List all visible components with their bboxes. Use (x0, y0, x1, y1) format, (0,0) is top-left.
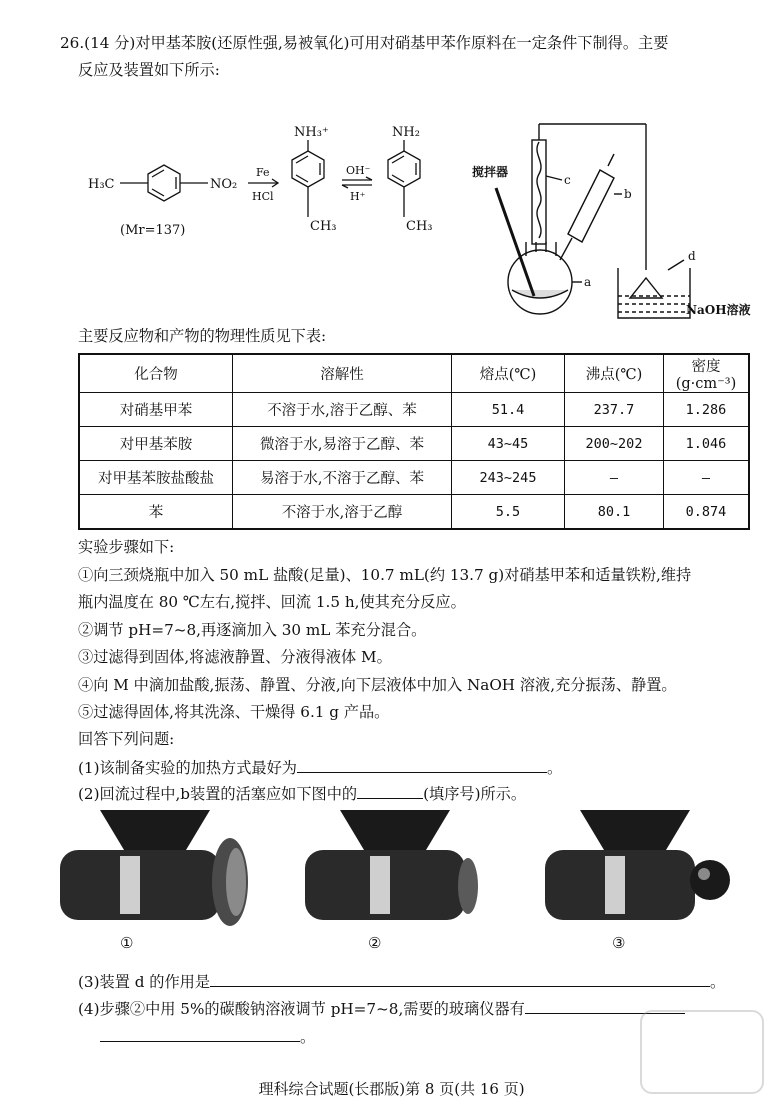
page-footer: 理科综合试题(长郡版)第 8 页(共 16 页) (258, 1080, 525, 1098)
h3c-label: H₃C (88, 177, 115, 192)
reagent-h: H⁺ (350, 190, 366, 203)
table-cell: 5.5 (452, 495, 565, 530)
question-2-text-end: (填序号)所示。 (423, 785, 527, 803)
question-1-text: (1)该制备实验的加热方式最好为 (78, 759, 297, 777)
answer-blank-1[interactable] (297, 757, 547, 773)
watermark-logo (640, 1010, 764, 1094)
stopcock-photo-2 (305, 810, 478, 920)
answer-blank-2[interactable] (357, 783, 423, 799)
table-cell: — (565, 461, 664, 495)
reagent-hcl: HCl (252, 190, 274, 203)
reaction-scheme (80, 122, 460, 262)
question-1 (78, 757, 562, 778)
col-header: 化合物 (79, 354, 233, 393)
step-1b: 瓶内温度在 80 ℃左右,搅拌、回流 1.5 h,使其充分反应。 (78, 593, 466, 611)
table-cell: 苯 (79, 495, 233, 530)
question-3-end: 。 (710, 973, 726, 991)
question-4-text: (4)步骤②中用 5%的碳酸钠溶液调节 pH=7~8,需要的玻璃仪器有 (78, 1000, 525, 1018)
col-header: 沸点(℃) (565, 354, 664, 393)
question-4-end: 。 (300, 1028, 316, 1046)
stopcock-photo-3 (545, 810, 730, 920)
step-2: ②调节 pH=7~8,再逐滴加入 30 mL 苯充分混合。 (78, 621, 427, 639)
table-cell: 51.4 (452, 393, 565, 427)
label-c: c (564, 173, 571, 187)
col-header: 密度(g·cm⁻³) (664, 354, 750, 393)
questions-title: 回答下列问题: (78, 730, 175, 748)
figure-label-3: ③ (612, 934, 626, 952)
table-cell: 不溶于水,溶于乙醇、苯 (233, 393, 452, 427)
table-cell: 1.046 (664, 427, 750, 461)
label-d: d (688, 249, 696, 263)
table-cell: 243~245 (452, 461, 565, 495)
question-3-text: (3)装置 d 的作用是 (78, 973, 211, 991)
col-header: 溶解性 (233, 354, 452, 393)
question-header-line2: 反应及装置如下所示: (78, 61, 220, 79)
table-cell: 200~202 (565, 427, 664, 461)
stirrer-rod (496, 188, 534, 296)
table-intro: 主要反应物和产物的物理性质见下表: (78, 327, 327, 345)
table-row (79, 461, 749, 495)
table-cell: 对硝基甲苯 (79, 393, 233, 427)
properties-table (78, 353, 750, 530)
stirrer-label: 搅拌器 (472, 165, 509, 179)
question-4-continued (100, 1026, 315, 1047)
label-a: a (584, 275, 592, 289)
answer-blank-4b[interactable] (100, 1026, 300, 1042)
table-cell: 43~45 (452, 427, 565, 461)
ch3-label-a: CH₃ (310, 219, 337, 234)
step-1a: ①向三颈烧瓶中加入 50 mL 盐酸(足量)、10.7 mL(约 13.7 g)对硝基甲苯和适量铁粉,维持 (78, 566, 692, 584)
no2-label: NO₂ (210, 177, 238, 192)
figure-label-2: ② (368, 934, 382, 952)
table-row (79, 495, 749, 530)
step-5: ⑤过滤得固体,将其洗涤、干燥得 6.1 g 产品。 (78, 703, 390, 721)
question-header-line1: 26.(14 分)对甲基苯胺(还原性强,易被氧化)可用对硝基甲苯作原料在一定条件下制得。主要 (60, 34, 669, 52)
stopcock-photo-1 (60, 810, 248, 926)
reagent-fe: Fe (256, 166, 270, 179)
table-row (79, 393, 749, 427)
table-cell: 对甲基苯胺盐酸盐 (79, 461, 233, 495)
ch3-label-b: CH₃ (406, 219, 433, 234)
question-1-end: 。 (546, 759, 563, 777)
table-cell: 237.7 (565, 393, 664, 427)
inverted-funnel (630, 278, 662, 298)
three-neck-flask (508, 250, 572, 314)
step-4: ④向 M 中滴加盐酸,振荡、静置、分液,向下层液体中加入 NaOH 溶液,充分振荡、静置。 (78, 676, 677, 694)
mr-label: (Mr=137) (120, 223, 186, 238)
table-cell: 80.1 (565, 495, 664, 530)
table-header-row (79, 354, 749, 393)
table-row (79, 427, 749, 461)
question-3 (78, 971, 725, 992)
figure-label-1: ① (120, 934, 134, 952)
table-cell: 易溶于水,不溶于乙醇、苯 (233, 461, 452, 495)
apparatus-diagram (468, 110, 760, 325)
step-3: ③过滤得到固体,将滤液静置、分液得液体 M。 (78, 648, 392, 666)
nh3-label: NH₃⁺ (294, 125, 329, 140)
steps-title: 实验步骤如下: (78, 538, 175, 556)
dropping-funnel (568, 170, 614, 242)
question-2-text: (2)回流过程中,b装置的活塞应如下图中的 (78, 785, 358, 803)
table-cell: 微溶于水,易溶于乙醇、苯 (233, 427, 452, 461)
table-cell: 不溶于水,溶于乙醇 (233, 495, 452, 530)
naoh-label: NaOH溶液 (686, 303, 751, 317)
col-header: 熔点(℃) (452, 354, 565, 393)
table-cell: — (664, 461, 750, 495)
stopcock-photos (60, 800, 740, 950)
question-4 (78, 998, 685, 1019)
beaker (618, 268, 690, 318)
reagent-oh: OH⁻ (346, 164, 371, 177)
table-cell: 对甲基苯胺 (79, 427, 233, 461)
label-b: b (624, 187, 632, 201)
nh2-label: NH₂ (392, 125, 420, 140)
table-cell: 1.286 (664, 393, 750, 427)
answer-blank-3[interactable] (210, 971, 710, 987)
table-cell: 0.874 (664, 495, 750, 530)
